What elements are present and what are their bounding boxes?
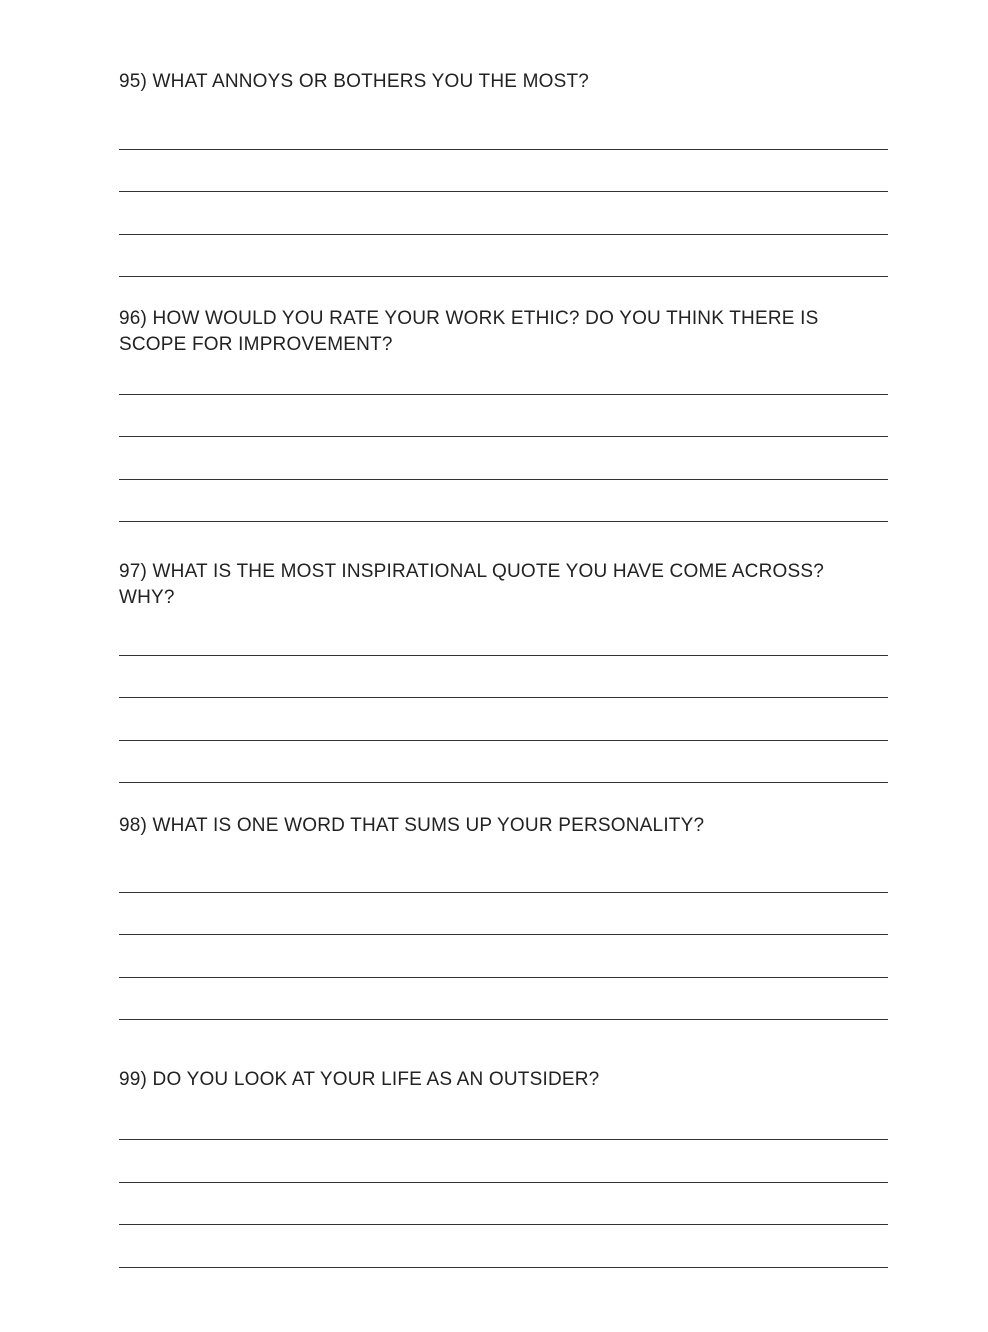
answer-line[interactable] (119, 934, 888, 935)
answer-line[interactable] (119, 276, 888, 277)
answer-line[interactable] (119, 892, 888, 893)
question-95: 95) WHAT ANNOYS OR BOTHERS YOU THE MOST? (119, 71, 590, 92)
answer-line[interactable] (119, 977, 888, 978)
question-99: 99) DO YOU LOOK AT YOUR LIFE AS AN OUTSIDER? (119, 1069, 600, 1090)
answer-line[interactable] (119, 436, 888, 437)
answer-line[interactable] (119, 1019, 888, 1020)
answer-line[interactable] (119, 782, 888, 783)
answer-line[interactable] (119, 521, 888, 522)
answer-line[interactable] (119, 697, 888, 698)
answer-line[interactable] (119, 479, 888, 480)
answer-line[interactable] (119, 234, 888, 235)
answer-line[interactable] (119, 1182, 888, 1183)
answer-line[interactable] (119, 149, 888, 150)
answer-line[interactable] (119, 1139, 888, 1140)
question-97: 97) WHAT IS THE MOST INSPIRATIONAL QUOTE YOU HAVE COME ACROSS? WHY? (119, 561, 824, 608)
answer-line[interactable] (119, 1267, 888, 1268)
answer-line[interactable] (119, 1224, 888, 1225)
answer-line[interactable] (119, 740, 888, 741)
answer-line[interactable] (119, 191, 888, 192)
question-98: 98) WHAT IS ONE WORD THAT SUMS UP YOUR PERSONALITY? (119, 815, 705, 836)
answer-line[interactable] (119, 394, 888, 395)
answer-line[interactable] (119, 655, 888, 656)
question-96: 96) HOW WOULD YOU RATE YOUR WORK ETHIC? DO YOU THINK THERE IS SCOPE FOR IMPROVEMENT? (119, 308, 819, 355)
